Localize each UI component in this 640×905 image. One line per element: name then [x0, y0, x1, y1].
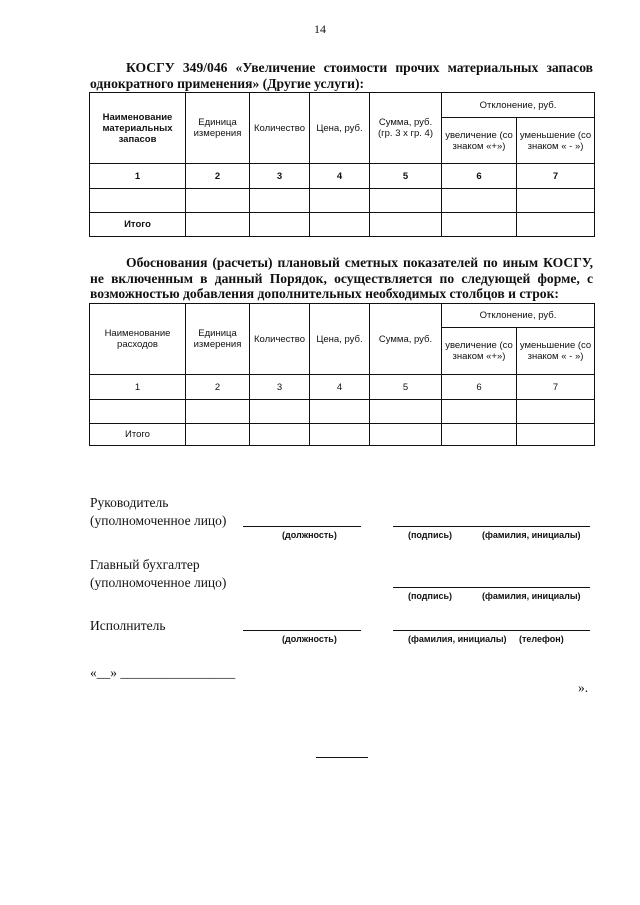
col-header-quantity: Количество	[250, 93, 310, 164]
executor-label: Исполнитель	[90, 618, 166, 633]
caption-signature: (подпись)	[408, 530, 453, 540]
date-line: «__» _________________	[90, 665, 236, 680]
column-numbers-row	[90, 164, 595, 189]
col-number: 4	[310, 164, 370, 189]
page-number: 14	[314, 22, 326, 36]
col-number: 5	[370, 164, 442, 189]
section2-paragraph: Обоснования (расчеты) плановый сметных показателей по иным КОСГУ, не включенным в данный Порядок, осуществляется по следующей форме, с возможностью добавления дополнительных необходимых столбцов и строк:	[90, 255, 593, 301]
col-number: 1	[90, 164, 186, 189]
col-header-deviation: Отклонение, руб.	[442, 93, 595, 118]
column-numbers-row	[90, 375, 595, 400]
closing-quote: ».	[578, 680, 589, 695]
col-number: 7	[517, 375, 595, 400]
col-header-unit: Единица измерения	[186, 93, 250, 164]
other-expenses-table	[89, 303, 595, 446]
caption-phone: (телефон)	[519, 634, 564, 644]
col-number: 6	[442, 164, 517, 189]
col-header-price: Цена, руб.	[310, 93, 370, 164]
section1-heading: КОСГУ 349/046 «Увеличение стоимости прочих материальных запасов однократного применения» (Другие услуги):	[90, 60, 593, 91]
col-number: 7	[517, 164, 595, 189]
col-header-name: Наименование расходов	[90, 304, 186, 375]
col-header-deviation: Отклонение, руб.	[442, 304, 595, 328]
total-label: Итого	[90, 213, 186, 237]
col-header-increase: увеличение (со знаком «+»)	[442, 118, 517, 164]
col-header-decrease: уменьшение (со знаком « - »)	[517, 118, 595, 164]
position-line	[243, 630, 361, 631]
total-row	[90, 213, 595, 237]
head-label: Руководитель	[90, 495, 169, 510]
signature-line	[393, 526, 590, 527]
materials-table	[89, 92, 595, 237]
col-number: 2	[186, 164, 250, 189]
caption-name: (фамилия, инициалы)	[408, 634, 507, 644]
col-header-name: Наименование материальных запасов	[90, 93, 186, 164]
caption-position: (должность)	[282, 530, 337, 540]
total-row	[90, 424, 595, 446]
table-row	[90, 189, 595, 213]
col-header-price: Цена, руб.	[310, 304, 370, 375]
col-header-decrease: уменьшение (со знаком « - »)	[517, 328, 595, 375]
col-number: 5	[370, 375, 442, 400]
col-number: 1	[90, 375, 186, 400]
col-header-sum: Сумма, руб. (гр. 3 х гр. 4)	[370, 93, 442, 164]
caption-position: (должность)	[282, 634, 337, 644]
head-authorized-label: (уполномоченное лицо)	[90, 513, 227, 528]
col-number: 4	[310, 375, 370, 400]
accountant-label: Главный бухгалтер	[90, 557, 200, 572]
col-header-sum: Сумма, руб.	[370, 304, 442, 375]
caption-name: (фамилия, инициалы)	[482, 530, 581, 540]
col-number: 3	[250, 375, 310, 400]
col-header-quantity: Количество	[250, 304, 310, 375]
col-number: 3	[250, 164, 310, 189]
caption-name: (фамилия, инициалы)	[482, 591, 581, 601]
signature-line	[393, 587, 590, 588]
position-line	[243, 526, 361, 527]
table-row	[90, 400, 595, 424]
col-number: 2	[186, 375, 250, 400]
col-header-unit: Единица измерения	[186, 304, 250, 375]
total-label: Итого	[90, 424, 186, 446]
name-phone-line	[393, 630, 590, 631]
col-header-increase: увеличение (со знаком «+»)	[442, 328, 517, 375]
end-separator	[316, 757, 368, 758]
accountant-authorized-label: (уполномоченное лицо)	[90, 575, 227, 590]
caption-signature: (подпись)	[408, 591, 453, 601]
col-number: 6	[442, 375, 517, 400]
